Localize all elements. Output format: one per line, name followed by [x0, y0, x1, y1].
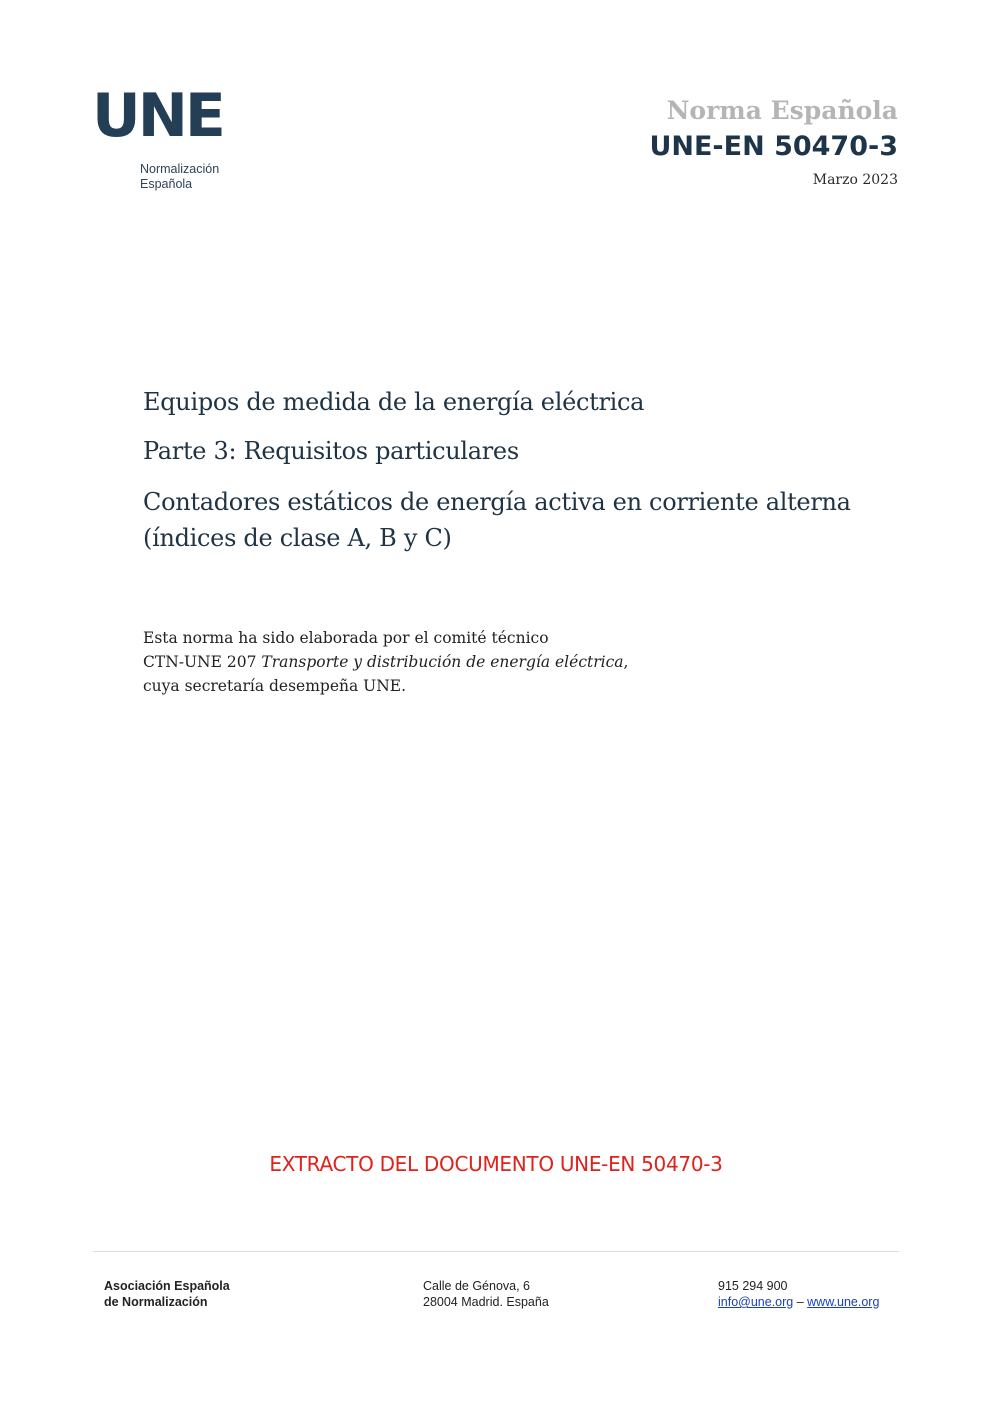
committee-line-1: Esta norma ha sido elaborada por el comité técnico [143, 629, 549, 647]
logo-subtitle-line2: Española [140, 177, 193, 191]
extract-notice: EXTRACTO DEL DOCUMENTO UNE-EN 50470-3 [269, 1152, 723, 1176]
logo-subtitle [140, 162, 219, 192]
committee-comma: , [623, 653, 629, 671]
committee-line-3: cuya secretaría desempeña UNE. [143, 677, 407, 695]
footer-phone: 915 294 900 [718, 1279, 788, 1293]
footer-address-line2: 28004 Madrid. España [423, 1295, 549, 1309]
title-line-1: Equipos de medida de la energía eléctrica [143, 388, 645, 416]
website-link[interactable]: www.une.org [807, 1295, 880, 1309]
footer-org-line1: Asociación Española [104, 1279, 230, 1293]
norma-code: UNE-EN 50470-3 [649, 131, 898, 162]
title-line-3a: Contadores estáticos de energía activa en corriente alterna [143, 488, 851, 516]
logo-mark: UNE [92, 81, 223, 151]
footer-org-line2: de Normalización [104, 1295, 208, 1309]
footer-organization [104, 1278, 230, 1310]
document-titles [143, 386, 923, 573]
publication-date: Marzo 2023 [812, 172, 898, 188]
footer-address-line1: Calle de Génova, 6 [423, 1279, 531, 1293]
title-line-2: Parte 3: Requisitos particulares [143, 437, 519, 465]
email-link[interactable]: info@une.org [718, 1295, 794, 1309]
norma-label: Norma Española [666, 96, 898, 125]
footer-links [718, 1294, 879, 1310]
title-line-3 [143, 484, 923, 556]
footer-divider [93, 1251, 899, 1252]
committee-statement [143, 626, 843, 698]
footer-contact [718, 1278, 879, 1310]
footer-address [423, 1278, 549, 1310]
logo-subtitle-line1: Normalización [140, 162, 220, 176]
standard-header [649, 94, 898, 188]
une-logo [92, 81, 242, 191]
link-separator: – [793, 1295, 808, 1309]
title-line-3b: (índices de clase A, B y C) [143, 524, 452, 552]
committee-name: Transporte y distribución de energía eléctrica [261, 653, 624, 671]
committee-code: CTN-UNE 207 [143, 653, 262, 671]
committee-line-2 [143, 650, 843, 674]
